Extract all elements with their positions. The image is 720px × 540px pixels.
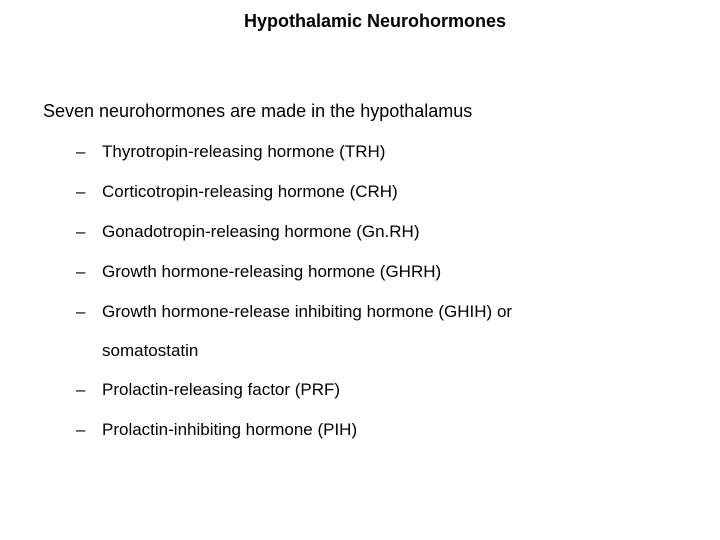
list-item-text: Growth hormone-release inhibiting hormone (GHIH) or (102, 302, 513, 321)
list-item-text: Prolactin-releasing factor (PRF) (102, 380, 341, 399)
list-item-text: Prolactin-inhibiting hormone (PIH) (102, 420, 358, 439)
dash-bullet: – (76, 262, 86, 281)
list-item (76, 380, 676, 400)
list-item-text: Thyrotropin-releasing hormone (TRH) (102, 142, 386, 161)
dash-bullet: – (76, 142, 86, 161)
list-item (76, 302, 676, 361)
dash-bullet: – (76, 380, 86, 399)
intro-text: Seven neurohormones are made in the hypothalamus (43, 101, 473, 121)
dash-bullet: – (76, 420, 86, 439)
list-item (76, 222, 676, 242)
dash-bullet: – (76, 182, 86, 201)
list-item (76, 142, 676, 162)
list-item (76, 182, 676, 202)
list-item-text: Gonadotropin-releasing hormone (Gn.RH) (102, 222, 420, 241)
list-item-text-group (102, 302, 512, 361)
neurohormone-list (76, 142, 676, 460)
list-item (76, 420, 676, 440)
list-item-text: Growth hormone-releasing hormone (GHRH) (102, 262, 442, 281)
list-item (76, 262, 676, 282)
dash-bullet: – (76, 302, 86, 321)
list-item-text: Corticotropin-releasing hormone (CRH) (102, 182, 398, 201)
dash-bullet: – (76, 222, 86, 241)
list-item-continuation: somatostatin (102, 341, 199, 360)
slide-title: Hypothalamic Neurohormones (243, 11, 507, 31)
